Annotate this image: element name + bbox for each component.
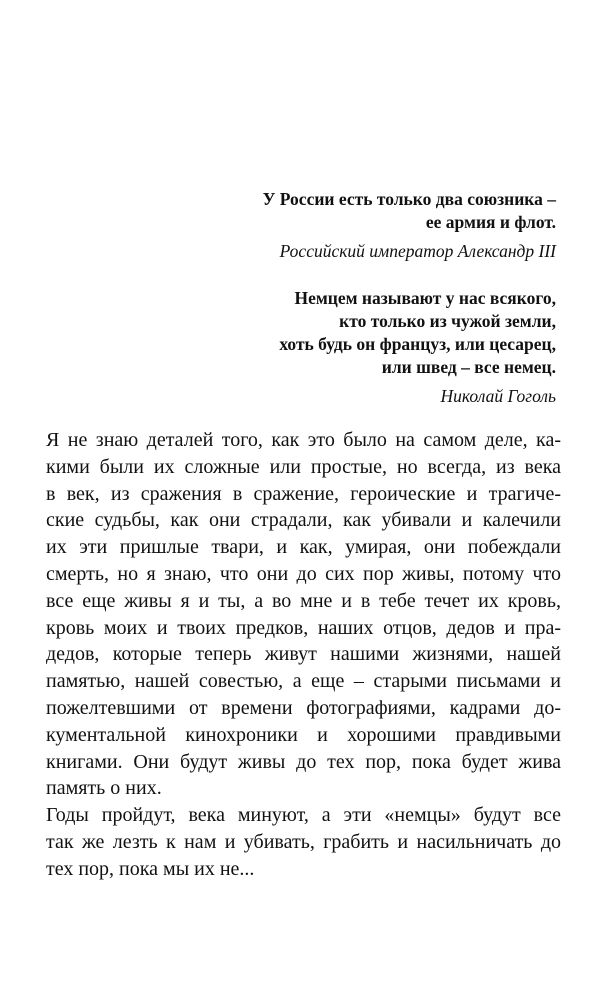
body-line: так же лезть к нам и убивать, грабить и насильничать до xyxy=(46,830,561,853)
body-line: книгами. Они будут живы до тех пор, пока будет жива xyxy=(46,750,561,773)
epigraph-1-attribution: Российский император Александр III xyxy=(279,241,556,261)
epigraph-2-line-1: Немцем называют у нас всякого, xyxy=(294,288,556,308)
epigraph-1-line-2: ее армия и флот. xyxy=(425,212,556,232)
body-line: дедов, которые теперь живут нашими жизнями, нашей xyxy=(46,643,561,666)
body-line: Годы пройдут, века минуют, а эти «немцы» будут все xyxy=(46,804,561,827)
body-line: тех пор, пока мы их не... xyxy=(46,857,255,880)
body-line: кровь моих и твоих предков, наших отцов, дедов и пра- xyxy=(46,616,561,639)
body-text xyxy=(46,427,561,883)
body-line: память о них. xyxy=(46,777,162,800)
epigraph-2-attribution: Николай Гоголь xyxy=(440,386,556,406)
epigraph-2-line-3: хоть будь он француз, или цесарец, xyxy=(279,334,556,354)
body-line: смерть, но я знаю, что они до сих пор живы, потому что xyxy=(46,562,561,585)
body-line: все еще живы я и ты, а во мне и в тебе течет их кровь, xyxy=(46,589,561,612)
epigraph-2-line-4: или швед – все немец. xyxy=(381,357,556,377)
epigraphs xyxy=(136,188,556,432)
epigraph-1-line-1: У России есть только два союзника – xyxy=(262,189,556,209)
body-line: памятью, нашей совестью, а еще – старыми письмами и xyxy=(46,670,561,693)
body-line: в век, из сражения в сражение, героические и трагиче- xyxy=(46,482,561,505)
body-line: Я не знаю деталей того, как это было на самом деле, ка- xyxy=(46,429,561,451)
body-line: ские судьбы, как они страдали, как убивали и калечили xyxy=(46,509,561,532)
epigraph-2 xyxy=(136,287,556,408)
body-line: кими были их сложные или простые, но всегда, из века xyxy=(46,455,561,478)
body-line: кументальной кинохроники и хорошими правдивыми xyxy=(46,723,561,746)
body-line: пожелтевшими от времени фотографиями, кадрами до- xyxy=(46,696,561,719)
epigraph-1 xyxy=(136,188,556,263)
body-line: их эти пришлые твари, и как, умирая, они побеждали xyxy=(46,536,561,559)
epigraph-2-line-2: кто только из чужой земли, xyxy=(339,311,556,331)
